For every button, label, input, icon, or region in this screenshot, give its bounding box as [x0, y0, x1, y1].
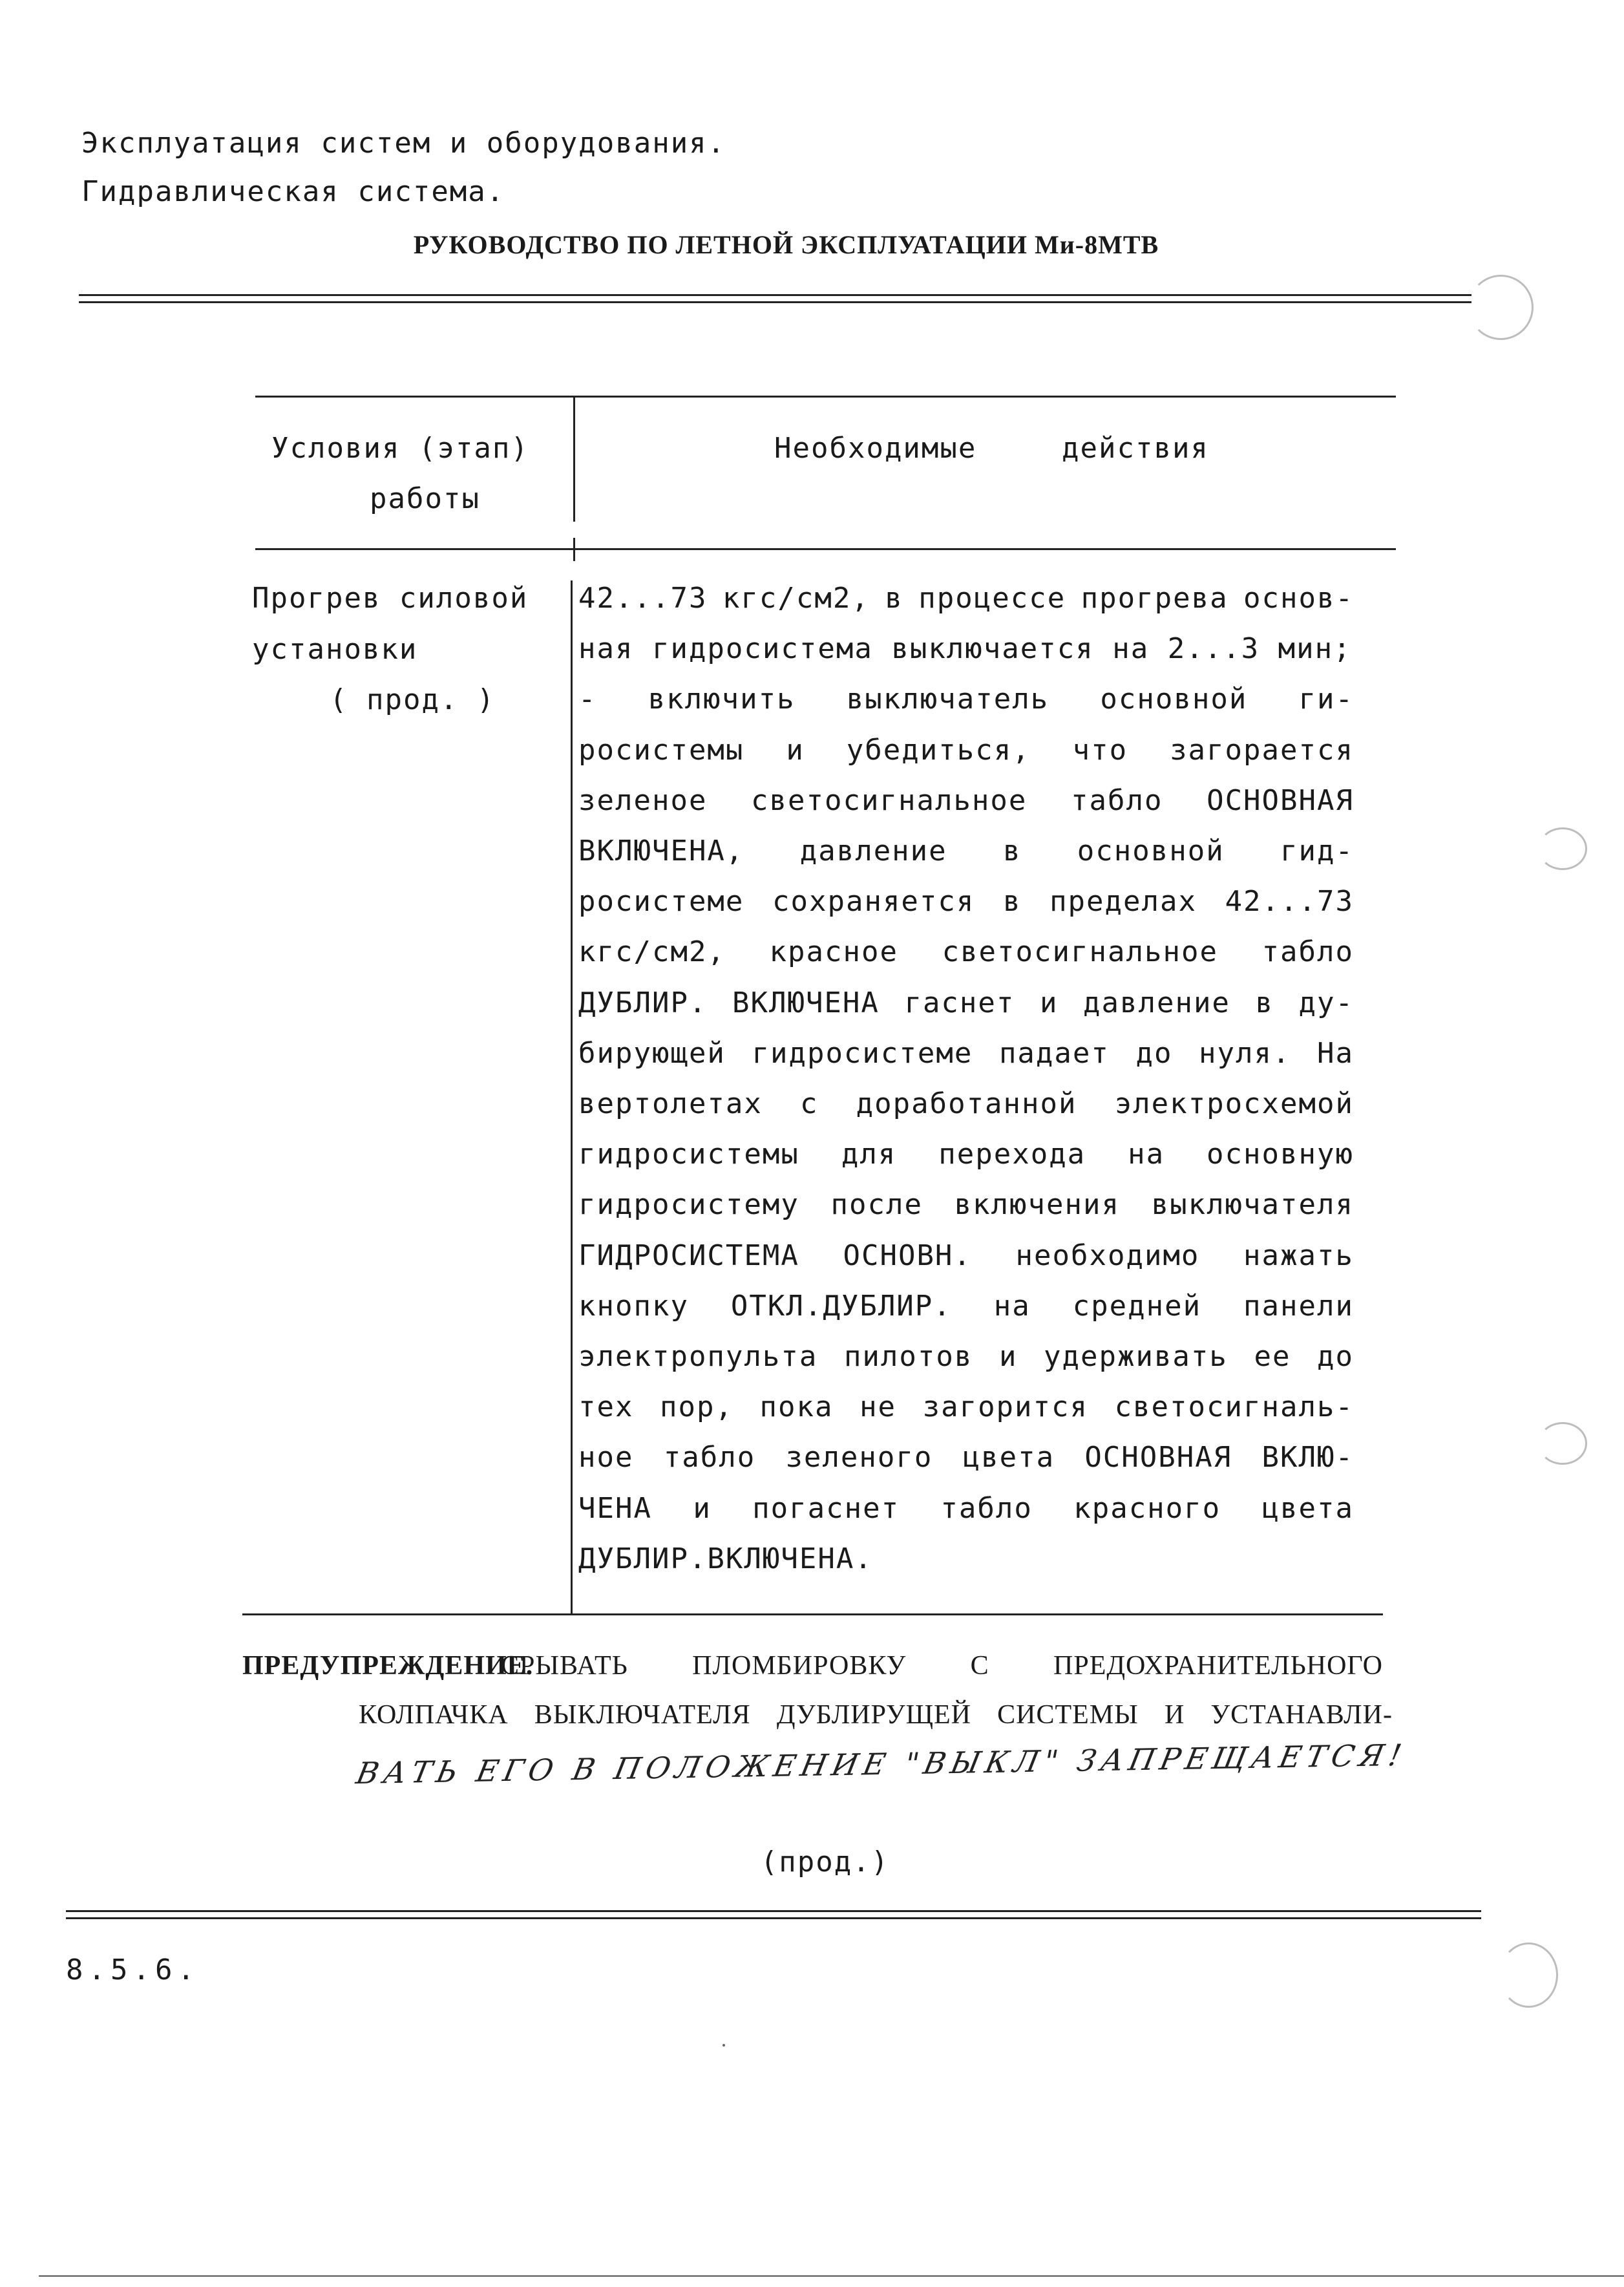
warning-text-line2: КОЛПАЧКА ВЫКЛЮЧАТЕЛЯ ДУБЛИРУЩЕЙ СИСТЕМЫ И УСТАНАВЛИ-: [359, 1700, 1393, 1730]
action-text-line: 42...73 кгс/см2, в процессе прогрева основ-: [578, 582, 1354, 615]
actions-column-header-word1: Необходимые: [774, 432, 977, 465]
conditions-column-header-line2: работы: [370, 482, 480, 515]
action-text-line: ная гидросистема выключается на 2...3 мин;: [578, 632, 1352, 666]
action-text-line: - включить выключатель основной ги-: [578, 683, 1354, 716]
punch-hole-mark: [1538, 1422, 1587, 1465]
section-title: Гидравлическая система.: [81, 175, 505, 208]
condition-text-line3: ( прод. ): [330, 683, 496, 716]
action-text-line: вертолетах с доработанной электросхемой: [578, 1087, 1354, 1120]
punch-hole-mark: [1538, 827, 1587, 870]
action-text-line: кнопку ОТКЛ.ДУБЛИР. на средней панели: [578, 1289, 1354, 1323]
table-body-column-separator: [571, 580, 573, 1613]
warning-label: ПРЕДУПРЕЖДЕНИЕ.: [242, 1651, 534, 1681]
action-text-line: бирующей гидросистеме падает до нуля. На: [578, 1036, 1354, 1070]
action-text-line: зеленое светосигнальное табло ОСНОВНАЯ: [578, 783, 1354, 817]
manual-title: РУКОВОДСТВО ПО ЛЕТНОЙ ЭКСПЛУАТАЦИИ Ми-8МТВ: [413, 230, 1159, 259]
header-rule-top: [79, 294, 1471, 296]
chapter-title: Эксплуатация систем и оборудования.: [81, 127, 726, 160]
punch-hole-mark: [1499, 1942, 1558, 2008]
footer-rule-bottom: [66, 1917, 1481, 1919]
scan-speck: [722, 2044, 725, 2047]
action-text-line: кгс/см2, красное светосигнальное табло: [578, 935, 1354, 969]
page-number: 8.5.6.: [66, 1953, 200, 1986]
action-text-line: ДУБЛИР. ВКЛЮЧЕНА гаснет и давление в ду-: [578, 986, 1354, 1019]
handwritten-warning-text: ВАТЬ ЕГО В ПОЛОЖЕНИЕ "ВЫКЛ" ЗАПРЕЩАЕТСЯ!: [353, 1737, 1410, 1791]
action-text-line: ЧЕНА и погаснет табло красного цвета: [578, 1491, 1354, 1525]
action-text-line: ное табло зеленого цвета ОСНОВНАЯ ВКЛЮ-: [578, 1441, 1354, 1474]
table-separator-tick: [573, 538, 575, 561]
condition-text-line2: установки: [252, 633, 418, 666]
action-text-line: тех пор, пока не загорится светосигналь-: [578, 1390, 1354, 1424]
action-text-line: гидросистемы для перехода на основную: [578, 1138, 1354, 1171]
action-text-line: ДУБЛИР.ВКЛЮЧЕНА.: [578, 1542, 873, 1575]
action-text-line: электропульта пилотов и удерживать ее до: [578, 1340, 1354, 1373]
action-text-line: росистемы и убедиться, что загорается: [578, 733, 1354, 767]
continued-label: (прод.): [760, 1846, 890, 1878]
action-text-line: ВКЛЮЧЕНА, давление в основной гид-: [578, 835, 1354, 867]
scan-bottom-edge: [39, 2275, 1624, 2277]
action-text-line: ГИДРОСИСТЕМА ОСНОВН. необходимо нажать: [578, 1239, 1354, 1272]
warning-text-line1: СРЫВАТЬ ПЛОМБИРОВКУ С ПРЕДОХРАНИТЕЛЬНОГО: [501, 1651, 1383, 1681]
header-rule-bottom: [79, 301, 1471, 303]
conditions-column-header-line1: Условия (этап): [271, 432, 529, 465]
punch-hole-mark: [1468, 275, 1534, 340]
table-top-border: [255, 396, 1396, 398]
table-header-bottom-border: [255, 548, 1396, 550]
condition-text-line1: Прогрев силовой: [252, 582, 529, 615]
actions-column-header-word2: действия: [1062, 432, 1209, 465]
footer-rule-top: [66, 1910, 1481, 1912]
table-bottom-border: [242, 1613, 1383, 1615]
table-header-column-separator: [573, 396, 575, 522]
action-text-line: росистеме сохраняется в пределах 42...73: [578, 885, 1354, 919]
action-text-line: гидросистему после включения выключателя: [578, 1188, 1354, 1222]
